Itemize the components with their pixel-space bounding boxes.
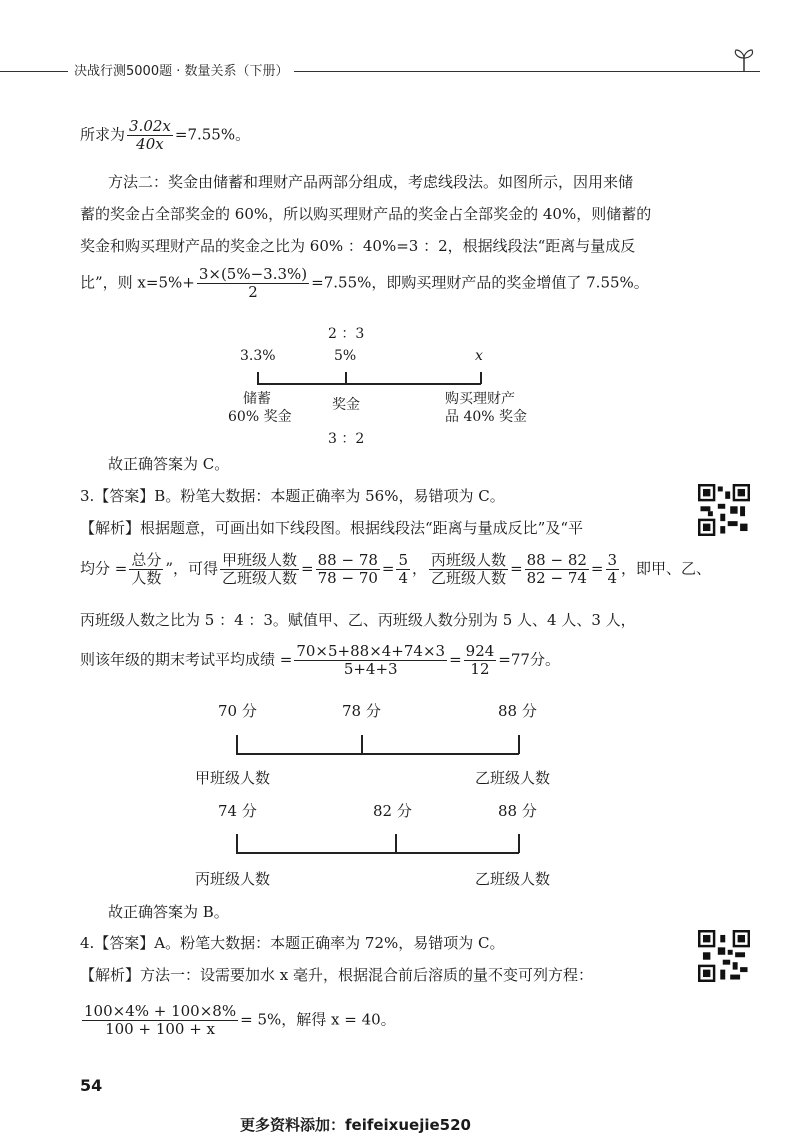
- left-label-1: 储蓄: [243, 391, 271, 407]
- left-label-2: 60% 奖金: [228, 409, 292, 425]
- method2-line1: 方法二：奖金由储蓄和理财产品两部分组成，考虑线段法。如图所示，因用来储: [108, 173, 634, 191]
- q3-ratio-line: 丙班级人数之比为 5 ：4 ：3。赋值甲、乙、丙班级人数分别为 5 人、4 人、3 人，: [80, 611, 636, 629]
- sprout-icon: [730, 46, 758, 74]
- q3-average-line: 则该年级的期末考试平均成绩 = $\frac{70\times 5+88\times 4+74\times 3}{5+4+3}$ = $\frac{924}{12}$ =77分。: [80, 642, 560, 678]
- result-line: 所求为 $\frac{3.02x}{40x}$ =7.55%。: [80, 117, 251, 153]
- a-right-score: 88 分: [498, 702, 537, 720]
- answer-line-1: 故正确答案为 C。: [108, 455, 230, 473]
- b-left-score: 74 分: [218, 802, 257, 820]
- fraction: $\frac{88 - 82}{82 - 74}$: [526, 551, 587, 587]
- b-right-label: 乙班级人数: [475, 870, 551, 888]
- top-ratio: 2 ：3: [328, 326, 365, 342]
- tick-b-left: [236, 834, 238, 853]
- tick-a-left: [236, 735, 238, 754]
- bottom-ratio: 3 ：2: [328, 431, 365, 447]
- tick-b-right: [518, 834, 520, 853]
- fraction: $\frac{924}{12}$: [465, 642, 495, 678]
- fraction: $\frac{\text{总分}}{\text{人数}}$: [131, 551, 162, 587]
- fraction: $\frac{\text{丙班级人数}}{\text{乙班级人数}}$: [431, 551, 507, 587]
- q3-formula-line: 均分 = $\frac{\text{总分}}{\text{人数}}$ ”，可得 $\frac{\text{甲班级人数}}{\text{乙班级人数}}$ = $\frac{88 - 78}{78 - 70}$ = $\frac{5}{4}$ ， $\frac{\text{丙班级人数}}{\text{乙班级人数}}$ = $\frac{88 - 82}{82 - 74}$ = $\frac{3}{4}$ ，即甲、乙、: [80, 551, 712, 587]
- mid-value: 5%: [334, 348, 357, 364]
- fraction: $\frac{5}{4}$: [398, 551, 409, 587]
- left-value: 3.3%: [240, 348, 276, 364]
- qr-code-icon[interactable]: [698, 484, 750, 536]
- a-left-label: 甲班级人数: [195, 769, 271, 787]
- fraction: $\frac{3.02x}{40x}$: [129, 117, 171, 153]
- q4-equation: $\frac{100\times 4\% + 100\times 8\%}{100 + 100 + x}$ = 5%，解得 x = 40。: [84, 1002, 396, 1038]
- method2-line2: 蓄的奖金占全部奖金的 60%，所以购买理财产品的奖金占全部奖金的 40%，则储蓄的: [80, 205, 652, 223]
- segment-line-a: [236, 753, 519, 755]
- q3-answer: 3.【答案】B。粉笔大数据：本题正确率为 56%，易错项为 C。: [80, 487, 505, 505]
- page-number: 54: [80, 1076, 103, 1095]
- right-label-2: 品 40% 奖金: [445, 409, 528, 425]
- segment-line-b: [236, 852, 519, 854]
- tick-a-right: [518, 735, 520, 754]
- tick-left: [257, 372, 259, 384]
- tick-right: [480, 372, 482, 384]
- b-right-score: 88 分: [498, 802, 537, 820]
- b-mid-score: 82 分: [373, 802, 412, 820]
- fraction: $\frac{3}{4}$: [607, 551, 618, 587]
- q4-analysis: 【解析】方法一：设需要加水 x 毫升，根据混合前后溶质的量不变可列方程：: [80, 966, 593, 984]
- answer-line-2: 故正确答案为 B。: [108, 903, 229, 921]
- a-mid-score: 78 分: [342, 702, 381, 720]
- running-header: 决战行测5000题 · 数量关系（下册）: [68, 60, 294, 79]
- method2-line3: 奖金和购买理财产品的奖金之比为 60% ：40%=3 ：2，根据线段法“距离与量成反: [80, 237, 636, 255]
- qr-code-icon[interactable]: [698, 930, 750, 982]
- right-label-1: 购买理财产: [445, 391, 515, 407]
- fraction: $\frac{70\times 5+88\times 4+74\times 3}{5+4+3}$: [296, 642, 446, 678]
- mid-label: 奖金: [332, 397, 360, 413]
- fraction: $\frac{88 - 78}{78 - 70}$: [317, 551, 378, 587]
- a-right-label: 乙班级人数: [475, 769, 551, 787]
- segment-line: [257, 383, 481, 385]
- tick-b-mid: [395, 834, 397, 853]
- fraction: $\frac{100\times 4\% + 100\times 8\%}{100 + 100 + x}$: [84, 1002, 237, 1038]
- tick-mid: [345, 372, 347, 384]
- a-left-score: 70 分: [218, 702, 257, 720]
- q3-analysis: 【解析】根据题意，可画出如下线段图。根据线段法“距离与量成反比”及“平: [80, 519, 584, 537]
- method2-line4: 比”，则 x=5%+ $\frac{3\times(5\%-3.3\%)}{2}$ =7.55%，即购买理财产品的奖金增值了 7.55%。: [80, 265, 649, 301]
- b-left-label: 丙班级人数: [195, 870, 271, 888]
- tick-a-mid: [361, 735, 363, 754]
- q4-answer: 4.【答案】A。粉笔大数据：本题正确率为 72%，易错项为 C。: [80, 934, 505, 952]
- right-value: x: [475, 348, 483, 364]
- fraction: $\frac{\text{甲班级人数}}{\text{乙班级人数}}$: [222, 551, 298, 587]
- footer-note: 更多资料添加：feifeixuejie520: [240, 1116, 471, 1134]
- fraction: $\frac{3\times(5\%-3.3\%)}{2}$: [198, 265, 308, 301]
